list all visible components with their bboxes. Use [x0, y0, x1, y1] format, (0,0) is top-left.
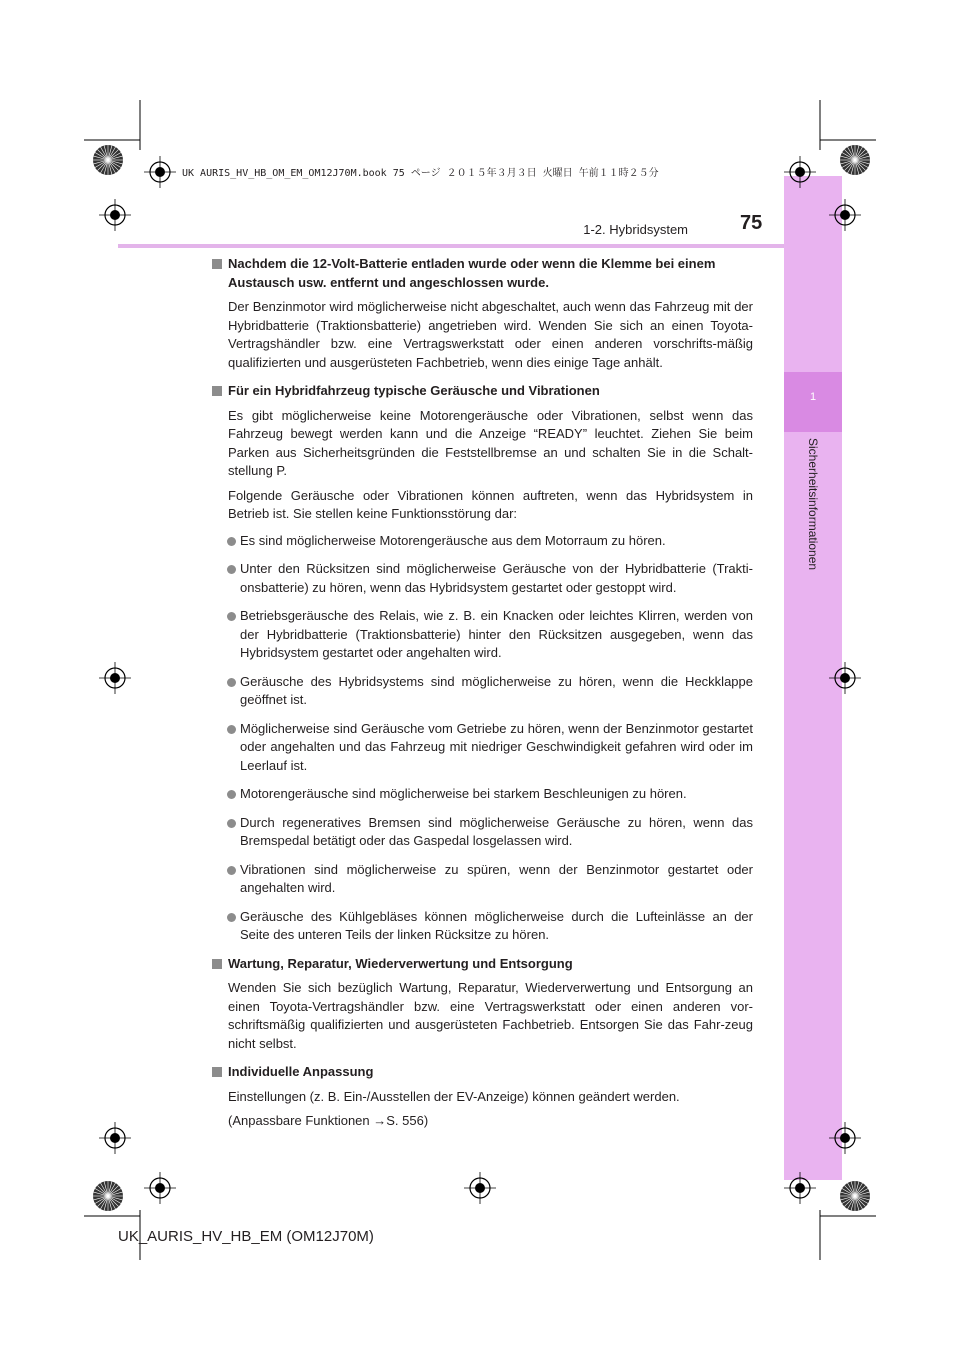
section-heading: Individuelle Anpassung: [210, 1063, 753, 1082]
registration-mark-icon: [99, 199, 131, 231]
registration-mark-icon: [464, 1172, 496, 1204]
list-item: Vibrationen sind möglicherweise zu spüren, wenn der Benzinmotor gestartet oder angehalten wird.: [210, 861, 753, 898]
paragraph: Folgende Geräusche oder Vibrationen können auftreten, wenn das Hybridsystem in Betrieb ist. Sie stellen keine Funktionsstörung dar:: [228, 487, 753, 521]
list-item: Möglicherweise sind Geräusche vom Getriebe zu hören, wenn der Benzinmotor gestartet oder angehalten und das Fahrzeug mit niedriger Geschwindigkeit gefahren wird oder im Leerlauf ist.: [210, 720, 753, 776]
section-heading: Für ein Hybridfahrzeug typische Geräusche und Vibrationen: [210, 382, 753, 401]
list-item: Es sind möglicherweise Motorengeräusche aus dem Motorraum zu hören.: [210, 532, 753, 551]
bullet-list: [210, 532, 753, 945]
list-item: Geräusche des Hybridsystems sind möglicherweise zu hören, wenn die Heckklappe geöffnet ist.: [210, 673, 753, 710]
registration-mark-icon: [829, 662, 861, 694]
color-bar-dial-icon: [840, 1181, 870, 1211]
registration-mark-icon: [829, 199, 861, 231]
list-item: Geräusche des Kühlgebläses können möglicherweise durch die Lufteinlässe an der Seite des unteren Teils der linken Rücksitze zu hören.: [210, 908, 753, 945]
list-item: Motorengeräusche sind möglicherweise bei starkem Beschleunigen zu hören.: [210, 785, 753, 804]
registration-mark-icon: [99, 1122, 131, 1154]
book-meta: UK AURIS_HV_HB_OM_EM_OM12J70M.book 75 ページ ２０１５年３月３日 火曜日 午前１１時２５分: [182, 168, 659, 179]
paragraph: Es gibt möglicherweise keine Motorengeräusche oder Vibrationen, selbst wenn das Fahrzeug bewegt werden kann und die Anzeige “READY” leuchtet. Ziehen Sie beim Parken aus Sicherheitsgründen die Feststellbremse an und schalten Sie in die Schalt-stellung P.: [228, 407, 753, 478]
color-bar-dial-icon: [93, 145, 123, 175]
section-heading: Nachdem die 12-Volt-Batterie entladen wurde oder wenn die Klemme bei einem Austausch usw. entfernt und angeschlossen wurde.: [210, 255, 753, 292]
section-title: 1-2. Hybridsystem: [583, 222, 688, 237]
section: [210, 255, 753, 372]
registration-mark-icon: [144, 156, 176, 188]
registration-mark-icon: [784, 156, 816, 188]
section: [210, 382, 753, 945]
list-item: Unter den Rücksitzen sind möglicherweise Geräusche von der Hybridbatterie (Trakti-onsbatterie) zu hören, wenn das Hybridsystem gestartet oder gestoppt wird.: [210, 560, 753, 597]
color-bar-dial-icon: [840, 145, 870, 175]
section-heading: Wartung, Reparatur, Wiederverwertung und Entsorgung: [210, 955, 753, 974]
paragraph: (Anpassbare Funktionen →S. 556): [228, 1113, 429, 1128]
paragraph: Einstellungen (z. B. Ein-/Ausstellen der EV-Anzeige) können geändert werden.: [228, 1088, 680, 1104]
main-content: [210, 255, 753, 1141]
list-item: Durch regeneratives Bremsen sind möglicherweise Geräusche zu hören, wenn das Bremspedal betätigt oder das Gaspedal losgelassen wird.: [210, 814, 753, 851]
registration-mark-icon: [829, 1122, 861, 1154]
list-item: Betriebsgeräusche des Relais, wie z. B. ein Knacken oder leichtes Klirren, werden von der Hybridbatterie (Traktionsbatterie) hinter den Rücksitzen ausgegeben, wenn das Hybridsystem gestartet oder angehalten wird.: [210, 607, 753, 663]
section: [210, 1063, 753, 1131]
section: [210, 955, 753, 1054]
page-number: 75: [740, 212, 763, 234]
chapter-title-text: Sicherheitsinformationen: [806, 438, 820, 571]
footer-code: UK_AURIS_HV_HB_EM (OM12J70M): [118, 1228, 374, 1245]
color-bar-dial-icon: [93, 1181, 123, 1211]
registration-mark-icon: [144, 1172, 176, 1204]
registration-mark-icon: [99, 662, 131, 694]
registration-mark-icon: [784, 1172, 816, 1204]
chapter-number: 1: [784, 372, 842, 432]
paragraph: Wenden Sie sich bezüglich Wartung, Reparatur, Wiederverwertung und Entsorgung an einen Toyota-Vertragshändler bzw. eine Vertragswerkstatt oder einen anderen vor-schriftsmäßig qualifizierten und ausgerüsteten Fachbetrieb. Entsorgen Sie das Fahr-zeug nicht selbst.: [228, 980, 753, 1051]
paragraph: Der Benzinmotor wird möglicherweise nicht abgeschaltet, auch wenn das Fahrzeug mit der Hybridbatterie (Traktionsbatterie) angetrieben wird. Wenden Sie sich an einen Toyota-Vertragshändler bzw. eine Vertragswerkstatt oder einen anderen vorschrifts-mäßig qualifizierten und ausgerüsteten Fachbetrieb, wenn dies einige Tage anhält.: [228, 299, 753, 370]
